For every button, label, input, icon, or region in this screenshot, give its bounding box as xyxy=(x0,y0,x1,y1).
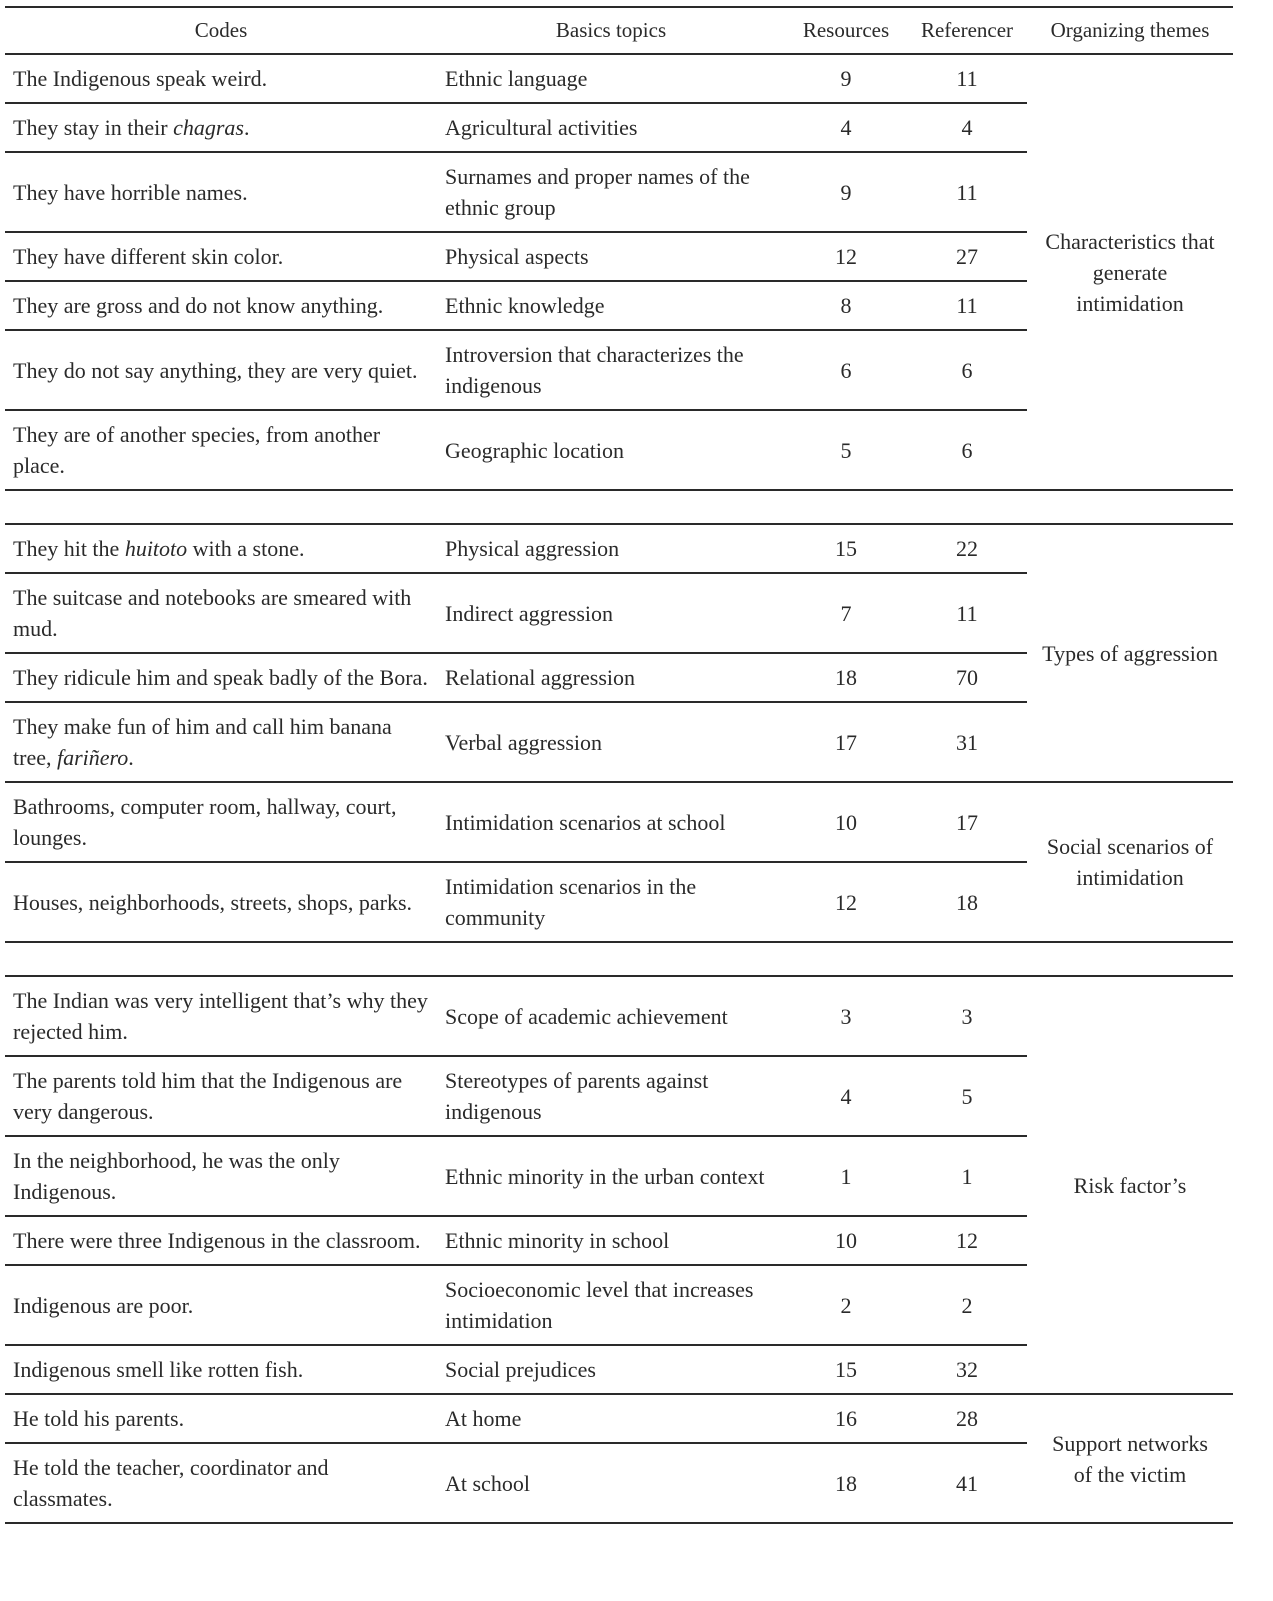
code-text: The suitcase and notebooks are smeared with mud. xyxy=(13,585,412,641)
referencer-cell: 31 xyxy=(907,702,1027,782)
code-cell xyxy=(5,54,437,103)
header-organizing-themes: Organizing themes xyxy=(1027,7,1233,54)
code-cell xyxy=(5,782,437,862)
referencer-cell: 11 xyxy=(907,281,1027,330)
code-text: He told the teacher, coordinator and classmates. xyxy=(13,1455,329,1511)
resources-cell: 6 xyxy=(785,330,907,410)
resources-cell: 12 xyxy=(785,232,907,281)
table-row xyxy=(5,524,1233,573)
referencer-cell: 32 xyxy=(907,1345,1027,1394)
organizing-theme-cell: Characteristics that generate intimidation xyxy=(1027,54,1233,490)
code-cell xyxy=(5,1136,437,1216)
resources-cell: 4 xyxy=(785,1056,907,1136)
referencer-cell: 6 xyxy=(907,410,1027,490)
gap-cell xyxy=(1027,942,1233,976)
topic-cell: Indirect aggression xyxy=(437,573,785,653)
code-cell xyxy=(5,1216,437,1265)
code-text: They have horrible names. xyxy=(13,179,248,205)
code-cell xyxy=(5,152,437,232)
resources-cell: 9 xyxy=(785,54,907,103)
referencer-cell: 5 xyxy=(907,1056,1027,1136)
code-cell xyxy=(5,103,437,152)
code-text: He told his parents. xyxy=(13,1406,185,1431)
gap-cell xyxy=(437,490,785,524)
gap-cell xyxy=(5,942,437,976)
topic-cell: At home xyxy=(437,1394,785,1443)
code-cell xyxy=(5,702,437,782)
gap-cell xyxy=(1027,490,1233,524)
code-text: There were three Indigenous in the classroom. xyxy=(13,1228,421,1253)
code-cell xyxy=(5,410,437,490)
organizing-theme-cell: Risk factor’s xyxy=(1027,976,1233,1394)
code-text: They hit the xyxy=(13,536,125,561)
code-text: with a stone. xyxy=(187,536,305,561)
code-text: They do not say anything, they are very quiet. xyxy=(13,357,418,383)
resources-cell: 16 xyxy=(785,1394,907,1443)
code-cell xyxy=(5,1345,437,1394)
code-text: In the neighborhood, he was the only Indigenous. xyxy=(13,1148,340,1204)
topic-cell: Introversion that characterizes the indigenous xyxy=(437,330,785,410)
resources-cell: 9 xyxy=(785,152,907,232)
code-cell xyxy=(5,281,437,330)
table-row xyxy=(5,782,1233,862)
organizing-theme-cell: Types of aggression xyxy=(1027,524,1233,782)
referencer-cell: 11 xyxy=(907,152,1027,232)
resources-cell: 7 xyxy=(785,573,907,653)
table-row xyxy=(5,976,1233,1056)
topic-cell: Geographic location xyxy=(437,410,785,490)
table-row xyxy=(5,1394,1233,1443)
code-text: They are of another species, from another place. xyxy=(13,422,381,478)
topic-cell: Intimidation scenarios in the community xyxy=(437,862,785,942)
header-resources: Resources xyxy=(785,7,907,54)
resources-cell: 4 xyxy=(785,103,907,152)
topic-cell: Surnames and proper names of the ethnic group xyxy=(437,152,785,232)
resources-cell: 12 xyxy=(785,862,907,942)
code-cell xyxy=(5,573,437,653)
gap-cell xyxy=(907,942,1027,976)
resources-cell: 10 xyxy=(785,1216,907,1265)
referencer-cell: 18 xyxy=(907,862,1027,942)
topic-cell: Scope of academic achievement xyxy=(437,976,785,1056)
resources-cell: 15 xyxy=(785,524,907,573)
resources-cell: 18 xyxy=(785,1443,907,1523)
code-cell xyxy=(5,653,437,702)
code-text: They stay in their xyxy=(13,115,174,140)
topic-cell: Social prejudices xyxy=(437,1345,785,1394)
resources-cell: 15 xyxy=(785,1345,907,1394)
code-cell xyxy=(5,524,437,573)
topic-cell: At school xyxy=(437,1443,785,1523)
resources-cell: 10 xyxy=(785,782,907,862)
code-text: The Indian was very intelligent that’s why they rejected him. xyxy=(13,988,428,1044)
referencer-cell: 27 xyxy=(907,232,1027,281)
code-cell xyxy=(5,1265,437,1345)
referencer-cell: 22 xyxy=(907,524,1027,573)
code-text: . xyxy=(128,745,134,770)
gap-cell xyxy=(907,490,1027,524)
code-text-italic: huitoto xyxy=(124,536,188,561)
resources-cell: 5 xyxy=(785,410,907,490)
code-text-italic: fariñero xyxy=(56,745,129,770)
organizing-theme-cell: Support networks of the victim xyxy=(1027,1394,1233,1523)
code-text: The Indigenous speak weird. xyxy=(13,66,268,91)
referencer-cell: 4 xyxy=(907,103,1027,152)
code-text: Houses, neighborhoods, streets, shops, parks. xyxy=(13,889,413,915)
table-header-row xyxy=(5,7,1233,54)
code-cell xyxy=(5,1056,437,1136)
referencer-cell: 70 xyxy=(907,653,1027,702)
referencer-cell: 17 xyxy=(907,782,1027,862)
code-text: They ridicule him and speak badly of the Bora. xyxy=(13,665,428,690)
header-referencer: Referencer xyxy=(907,7,1027,54)
resources-cell: 18 xyxy=(785,653,907,702)
topic-cell: Intimidation scenarios at school xyxy=(437,782,785,862)
codes-table xyxy=(5,6,1233,1524)
topic-cell: Stereotypes of parents against indigenous xyxy=(437,1056,785,1136)
organizing-theme-cell: Social scenarios of intimidation xyxy=(1027,782,1233,942)
topic-cell: Physical aspects xyxy=(437,232,785,281)
topic-cell: Socioeconomic level that increases intimidation xyxy=(437,1265,785,1345)
code-cell xyxy=(5,330,437,410)
code-cell xyxy=(5,1394,437,1443)
code-cell xyxy=(5,232,437,281)
gap-cell xyxy=(785,942,907,976)
topic-cell: Ethnic minority in school xyxy=(437,1216,785,1265)
gap-cell xyxy=(5,490,437,524)
topic-cell: Relational aggression xyxy=(437,653,785,702)
referencer-cell: 28 xyxy=(907,1394,1027,1443)
code-text: They are gross and do not know anything. xyxy=(13,293,384,318)
referencer-cell: 6 xyxy=(907,330,1027,410)
topic-cell: Physical aggression xyxy=(437,524,785,573)
referencer-cell: 1 xyxy=(907,1136,1027,1216)
resources-cell: 8 xyxy=(785,281,907,330)
topic-cell: Ethnic minority in the urban context xyxy=(437,1136,785,1216)
code-cell xyxy=(5,1443,437,1523)
code-cell xyxy=(5,976,437,1056)
code-text: Indigenous smell like rotten fish. xyxy=(13,1357,304,1382)
code-text-italic: chagras xyxy=(173,115,244,140)
code-text: Indigenous are poor. xyxy=(13,1292,194,1318)
resources-cell: 2 xyxy=(785,1265,907,1345)
gap-cell xyxy=(785,490,907,524)
code-text: Bathrooms, computer room, hallway, court, lounges. xyxy=(13,794,397,850)
topic-cell: Agricultural activities xyxy=(437,103,785,152)
section-gap xyxy=(5,942,1233,976)
code-cell xyxy=(5,862,437,942)
referencer-cell: 41 xyxy=(907,1443,1027,1523)
resources-cell: 3 xyxy=(785,976,907,1056)
topic-cell: Verbal aggression xyxy=(437,702,785,782)
referencer-cell: 12 xyxy=(907,1216,1027,1265)
code-text: The parents told him that the Indigenous are very dangerous. xyxy=(13,1068,403,1124)
table-row xyxy=(5,54,1233,103)
referencer-cell: 2 xyxy=(907,1265,1027,1345)
table-body xyxy=(5,54,1233,1523)
referencer-cell: 11 xyxy=(907,54,1027,103)
code-text: They have different skin color. xyxy=(13,244,284,269)
code-text: They make fun of him and call him banana tree, xyxy=(13,714,392,770)
topic-cell: Ethnic language xyxy=(437,54,785,103)
header-codes: Codes xyxy=(5,7,437,54)
header-basics-topics: Basics topics xyxy=(437,7,785,54)
topic-cell: Ethnic knowledge xyxy=(437,281,785,330)
referencer-cell: 11 xyxy=(907,573,1027,653)
code-text: . xyxy=(243,115,250,140)
gap-cell xyxy=(437,942,785,976)
referencer-cell: 3 xyxy=(907,976,1027,1056)
section-gap xyxy=(5,490,1233,524)
resources-cell: 17 xyxy=(785,702,907,782)
resources-cell: 1 xyxy=(785,1136,907,1216)
